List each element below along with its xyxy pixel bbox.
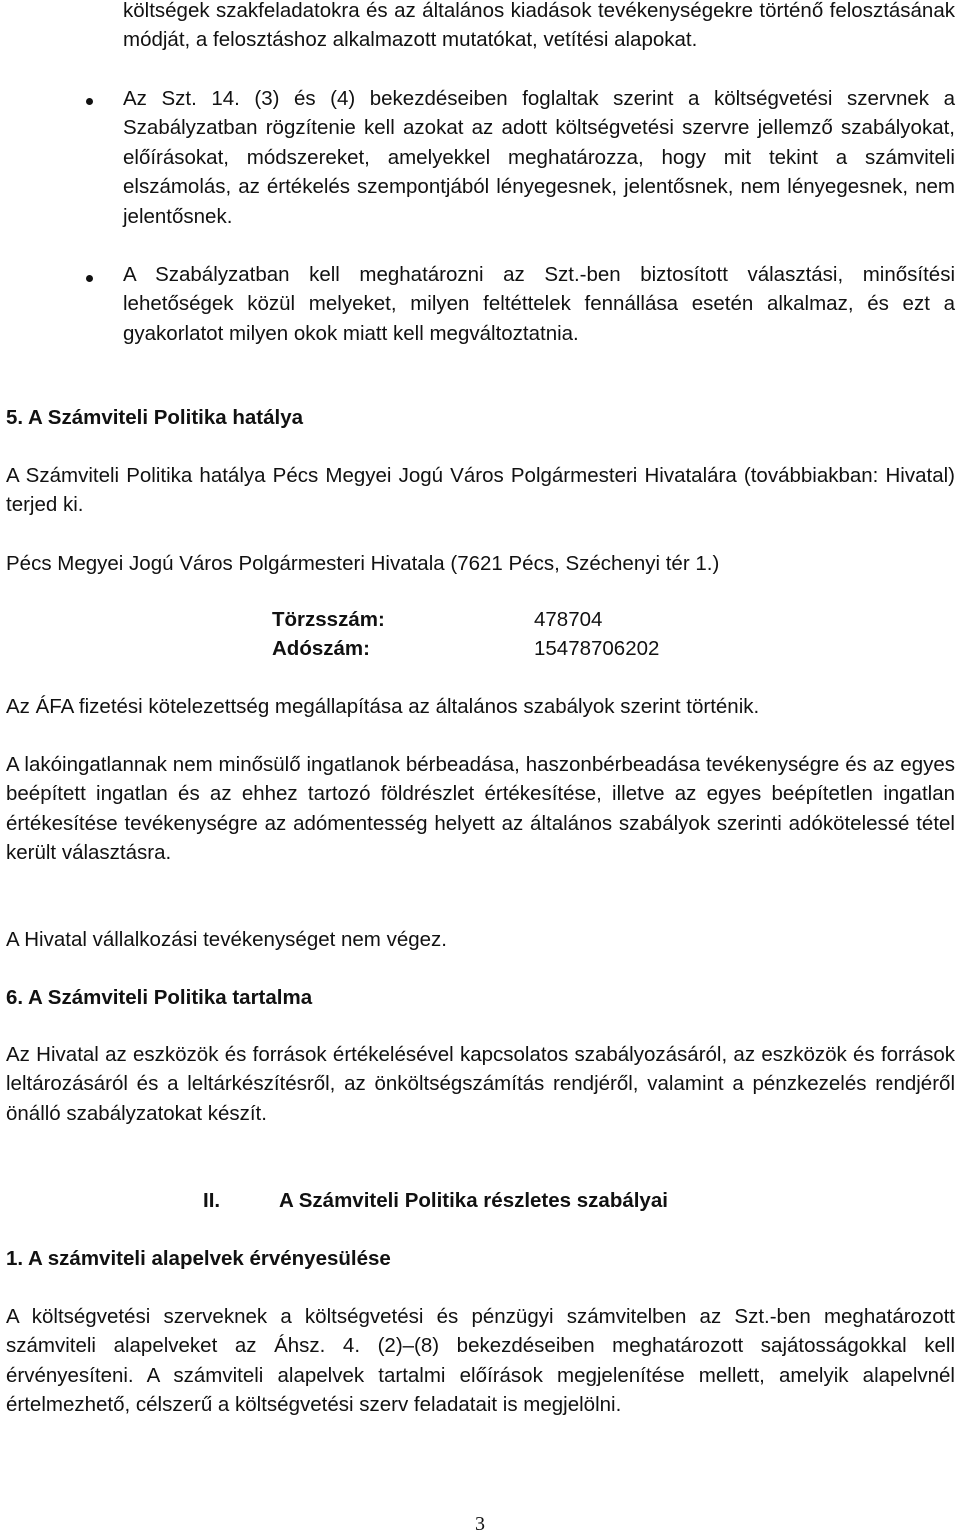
bullet-item — [123, 260, 955, 348]
bullet-text: A Szabályzatban kell meghatározni az Szt.-ben biztosított választási, minősítési lehetőségek közül melyeket, milyen feltéttelek fennállása esetén alkalmaz, és ezt a gyakorlatot milyen okok miatt kell megváltoztatnia. — [123, 263, 955, 345]
chapter-title: A Számviteli Politika részletes szabályai — [279, 1189, 668, 1212]
section-heading: 6. A Számviteli Politika tartalma — [6, 986, 313, 1009]
torzsszam-value: 478704 — [534, 608, 603, 631]
page-number: 3 — [475, 1513, 485, 1535]
bullet-dot-icon — [86, 98, 93, 105]
bullet-item — [123, 84, 955, 231]
bullet-continuation — [123, 0, 955, 55]
chapter-number: II. — [203, 1189, 221, 1212]
paragraph: A Számviteli Politika hatálya Pécs Megyei Jogú Város Polgármesteri Hivatalára (továbbiakban: Hivatal) terjed ki. — [6, 464, 955, 517]
paragraph: A költségvetési szerveknek a költségvetési és pénzügyi számvitelben az Szt.-ben meghatározott számviteli alapelveket az Áhsz. 4. (2)–(8) bekezdéseiben meghatározott sajátosságokkal kell érvényesíteni. A számviteli alapelvek tartalmi előírások megjelenítése mellett, amelyik alapelvnél értelmezhető, célszerű a költségvetési szerv feladatait is megjelölni. — [6, 1305, 955, 1417]
section-heading: 5. A Számviteli Politika hatálya — [6, 406, 303, 429]
section-heading: 1. A számviteli alapelvek érvényesülése — [6, 1247, 391, 1270]
bullet-text: költségek szakfeladatokra és az általános kiadások tevékenységekre történő felosztásának módját, a felosztáshoz alkalmazott mutatókat, vetítési alapokat. — [123, 0, 955, 52]
bullet-text: Az Szt. 14. (3) és (4) bekezdéseiben foglaltak szerint a költségvetési szervnek a Szabályzatban rögzítenie kell azokat az adott költségvetési szervre jellemző szabályokat, előírásokat, módszereket, amelyekkel meghatározza, hogy mit tekint a számviteli elszámolás, az értékelés szempontjából lényegesnek, jelentősnek, nem lényegesnek, nem jelentősnek. — [123, 87, 955, 228]
adoszam-row — [272, 634, 659, 663]
torzsszam-label: Törzsszám: — [272, 608, 385, 631]
torzsszam-row — [272, 605, 602, 634]
adoszam-value: 15478706202 — [534, 637, 660, 660]
paragraph: Az Hivatal az eszközök és források értékelésével kapcsolatos szabályozásáról, az eszközök és források leltározásáról és a leltárkészítésről, az önköltségszámítás rendjéről, valamint a pénzkezelés rendjéről önálló szabályzatokat készít. — [6, 1043, 955, 1125]
bullet-dot-icon — [86, 275, 93, 282]
paragraph: A Hivatal vállalkozási tevékenységet nem végez. — [6, 928, 447, 951]
paragraph: Pécs Megyei Jogú Város Polgármesteri Hivatala (7621 Pécs, Széchenyi tér 1.) — [6, 552, 720, 575]
paragraph: A lakóingatlannak nem minősülő ingatlanok bérbeadása, haszonbérbeadása tevékenységre és az egyes beépített ingatlan és az ehhez tartozó földrészlet értékesítése, illetve az egyes beépítetlen ingatlan értékesítése tevékenységre az adómentesség helyett az általános szabályok szerinti adókötelessé tétel került választásra. — [6, 753, 955, 865]
paragraph: Az ÁFA fizetési kötelezettség megállapítása az általános szabályok szerint történik. — [6, 695, 760, 718]
adoszam-label: Adószám: — [272, 637, 370, 660]
